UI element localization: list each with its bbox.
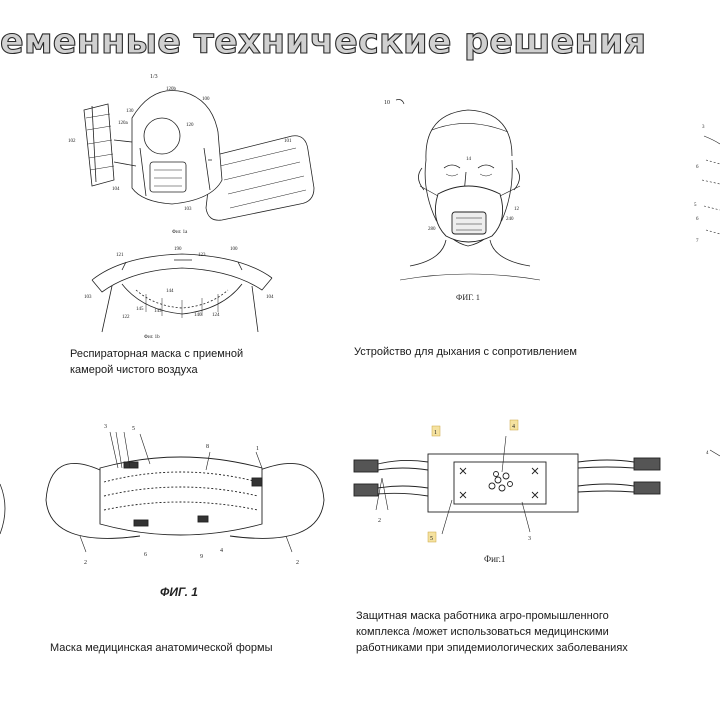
svg-text:4: 4 [706,451,709,456]
svg-text:140: 140 [194,313,202,318]
svg-text:103: 103 [84,295,92,300]
svg-text:7: 7 [696,239,699,244]
caption-breathing-device: Устройство для дыхания с сопротивлением [354,346,577,358]
svg-text:123: 123 [198,253,206,258]
svg-text:3: 3 [702,125,705,130]
svg-text:6: 6 [144,552,147,558]
svg-text:14: 14 [466,157,471,162]
svg-text:4: 4 [220,548,223,554]
svg-text:124: 124 [212,313,220,318]
respirator-drawing-b [92,254,272,332]
part-labels-b [84,247,274,320]
face-mask-drawing [420,186,520,242]
svg-text:5: 5 [132,426,135,432]
svg-text:100: 100 [202,97,210,102]
fig-1b-label: Фиг. 1b [144,335,160,340]
page-title: еменные технические решения [0,22,647,62]
svg-text:5: 5 [694,203,697,208]
device-ref-10: 10 [384,100,390,106]
svg-text:130: 130 [126,109,134,114]
svg-text:104: 104 [112,187,120,192]
caption-respirator: Респираторная маска с приемной камерой чистого воздуха [70,348,244,376]
svg-text:6: 6 [696,217,699,222]
svg-text:8: 8 [206,444,209,450]
svg-text:4: 4 [512,424,515,430]
svg-text:102: 102 [68,139,76,144]
svg-text:143: 143 [154,309,162,314]
svg-text:120: 120 [186,123,194,128]
respirator-drawing-a [84,90,314,220]
svg-text:122: 122 [122,315,130,320]
caption-medical-mask: Маска медицинская анатомической формы [50,642,273,654]
svg-text:12: 12 [514,207,519,212]
svg-text:145: 145 [136,307,144,312]
svg-text:6: 6 [696,165,699,170]
svg-text:144: 144 [166,289,174,294]
svg-text:104: 104 [266,295,274,300]
svg-text:240: 240 [506,217,514,222]
svg-text:2: 2 [378,518,381,524]
svg-text:1: 1 [434,430,437,436]
svg-text:120b: 120b [166,87,176,92]
svg-text:121: 121 [116,253,124,258]
svg-text:280: 280 [428,227,436,232]
fig-1a-label: Фиг. 1а [172,230,188,235]
partial-right-labels [694,125,709,456]
agro-mask-drawing [354,436,660,534]
svg-text:103: 103 [184,207,192,212]
svg-text:101: 101 [284,139,292,144]
svg-text:1: 1 [256,446,259,452]
svg-text:2: 2 [296,560,299,566]
svg-text:5: 5 [430,536,433,542]
svg-text:190: 190 [174,247,182,252]
device-figure-label: ФИГ. 1 [456,293,480,302]
svg-text:3: 3 [104,424,107,430]
partial-right-figure [690,110,720,470]
agro-mask-figure [352,416,662,576]
medical-mask-drawing [46,432,324,552]
respirator-patent-figure [62,70,322,340]
breathing-device-figure [380,90,560,330]
medical-mask-figure-label: ФИГ. 1 [160,585,198,599]
caption-agro-mask: Защитная маска работника агро-промышленного комплекса /может использоваться медицинскими работниками при эпидемиологических заболеваниях [356,610,628,654]
svg-text:3: 3 [528,536,531,542]
svg-text:9: 9 [200,554,203,560]
medical-mask-figure [0,412,340,608]
svg-text:120a: 120a [118,121,128,126]
svg-text:100: 100 [230,247,238,252]
svg-text:2: 2 [84,560,87,566]
agro-mask-figure-label: Фиг.1 [484,554,506,564]
sheet-label: 1/3 [150,74,158,80]
